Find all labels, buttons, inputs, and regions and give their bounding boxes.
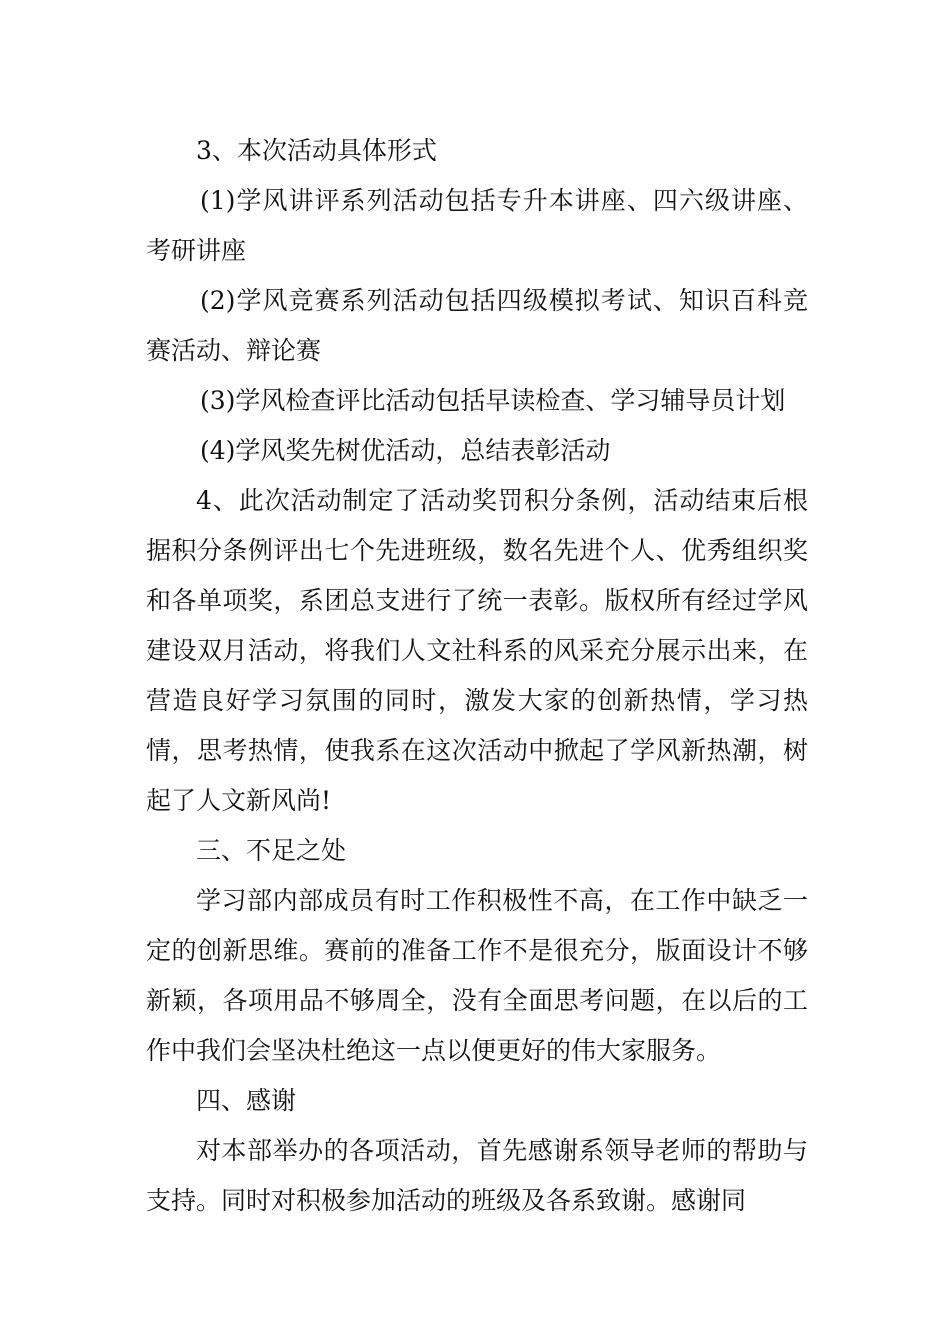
paragraph-shortcomings: 学习部内部成员有时工作积极性不高，在工作中缺乏一定的创新思维。赛前的准备工作不是很充分，版面设计不够新颖，各项用品不够周全，没有全面思考问题，在以后的工作中我们会坚决杜绝这一点以便更好的伟大家服务。: [146, 886, 808, 1065]
section-heading-shortcomings: 三、不足之处: [196, 836, 347, 865]
activity-item-1: (1)学风讲评系列活动包括专升本讲座、四六级讲座、考研讲座: [146, 186, 808, 265]
activity-item-3: (3)学风检查评比活动包括早读检查、学习辅导员计划: [200, 386, 786, 415]
document-body: [146, 126, 808, 1226]
section-heading-activity-forms: 3、本次活动具体形式: [196, 136, 437, 165]
activity-item-2: (2)学风竞赛系列活动包括四级模拟考试、知识百科竞赛活动、辩论赛: [146, 286, 808, 365]
activity-item-4: (4)学风奖先树优活动，总结表彰活动: [200, 436, 611, 465]
section-heading-thanks: 四、感谢: [196, 1086, 297, 1115]
paragraph-thanks: 对本部举办的各项活动，首先感谢系领导老师的帮助与支持。同时对积极参加活动的班级及各系致谢。感谢同: [146, 1136, 808, 1215]
paragraph-rewards-summary: 4、此次活动制定了活动奖罚积分条例，活动结束后根据积分条例评出七个先进班级，数名先进个人、优秀组织奖和各单项奖，系团总支进行了统一表彰。版权所有经过学风建设双月活动，将我们人文社科系的风采充分展示出来，在营造良好学习氛围的同时，激发大家的创新热情，学习热情，思考热情，使我系在这次活动中掀起了学风新热潮，树起了人文新风尚!: [146, 486, 808, 815]
